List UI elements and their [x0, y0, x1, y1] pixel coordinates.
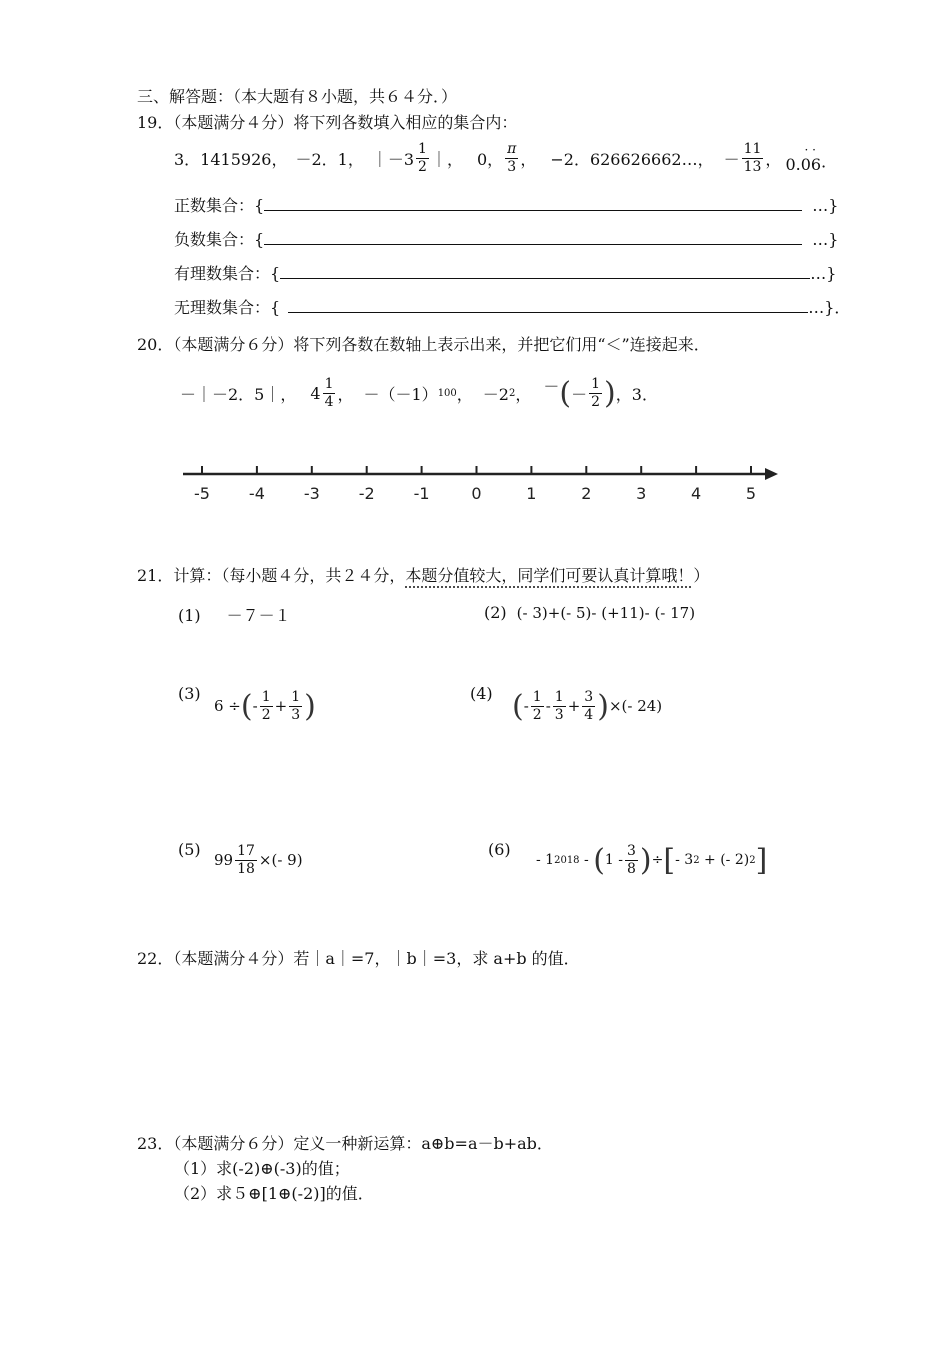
q19-n4: 0， [476, 149, 504, 169]
q20-a5-sep: ，3． [615, 384, 658, 404]
number-line [175, 458, 785, 510]
q19-n2: －2．1， [295, 149, 364, 169]
set-irrational: 无理数集合：{ …}． [174, 298, 851, 317]
q21-p4: (4) [470, 684, 493, 703]
q21-p1: (1) －７－１ [178, 606, 291, 625]
number-line-tick-label: 4 [691, 484, 702, 503]
q20-a2-fraction: $\frac{1}{4}$ [324, 375, 334, 410]
q19-n3-open: ｜－3 [371, 149, 415, 169]
q21-p4-expr: ( - $\frac{1}{2}$ - $\frac{1}{3}$ + $\frac{3}{4}$ ) ×(- 24) [512, 688, 663, 724]
right-paren: ) [604, 375, 616, 411]
left-paren: ( [559, 375, 572, 411]
arrow-icon [765, 468, 778, 480]
q23-heading: 23．（本题满分６分）定义一种新运算：a⊕b=a－b+ab． [137, 1134, 553, 1153]
q20-a4: －2 [482, 384, 509, 404]
q21-p6: (6) [488, 840, 511, 859]
q19-n8-end: ． [821, 151, 838, 171]
q21-emphasis: 本题分值较大，同学们可要认真计算哦！ [405, 566, 694, 585]
number-line-tick-label: 5 [745, 484, 757, 503]
number-line-tick-label: 1 [526, 484, 537, 503]
q21-p5-expr: 99 $\frac{17}{18}$ ×(- 9) [214, 842, 303, 877]
q23-sub2: （2）求５⊕[1⊕(-2)]的值． [174, 1184, 374, 1203]
number-line-tick-label: 2 [581, 484, 592, 503]
q21-heading: 21．计算：（每小题４分，共２４分，本题分值较大，同学们可要认真计算哦！） [137, 566, 710, 585]
left-paren: ( [512, 688, 524, 724]
q20-a3: －（－1） [363, 384, 438, 404]
set-positive: 正数集合：{ …} [174, 196, 839, 215]
number-line-tick-label: -3 [303, 484, 320, 503]
left-bracket: [ [663, 842, 676, 878]
q20-a3-sep: ， [456, 384, 473, 404]
q19-n7-sign: － [723, 149, 740, 169]
q20-a4-exp: 2 [508, 387, 516, 399]
q21-p5: (5) [178, 840, 201, 859]
q19-n3-fraction: $\frac{1}{2}$ [418, 140, 427, 175]
q20-number-list [180, 368, 658, 418]
q19-n8-repeating-decimal: 0.06 · · [785, 142, 822, 174]
number-line-tick-label: 3 [636, 484, 647, 503]
answer-blank[interactable] [280, 264, 810, 279]
left-paren: ( [240, 688, 253, 724]
q19-n3-close: ｜， [430, 149, 463, 169]
answer-blank[interactable] [288, 298, 808, 313]
q20-a4-sep: ， [515, 384, 532, 404]
q20-a2-int: 4 [310, 383, 321, 403]
q19-n7-fraction: $\frac{11}{13}$ [743, 140, 762, 175]
q20-a5-inner-sign: － [571, 384, 588, 404]
section-title: 三、解答题：（本大题有８小题，共６４分．） [137, 87, 458, 106]
q20-a2-sep: ， [337, 384, 354, 404]
set-rational: 有理数集合：{ …} [174, 264, 837, 283]
q21-p3: (3) [178, 684, 201, 703]
set-negative: 负数集合：{ …} [174, 230, 839, 249]
q19-n5-fraction: $\frac{\pi}{3}$ [507, 140, 517, 175]
q21-p6-expr: - 1 2018 - ( 1 - $\frac{3}{8}$ ) ÷ [ - 3 2 + (- 2) 2 ] [536, 842, 768, 878]
number-line-tick-label: 0 [471, 484, 482, 503]
answer-blank[interactable] [264, 196, 802, 211]
q19-n1: 3．1415926， [174, 149, 288, 169]
number-line-tick-label: -1 [413, 484, 430, 503]
q19-number-list [174, 138, 837, 178]
q21-p2: (2) (- 3)+(- 5)- (+11)- (- 17) [484, 603, 696, 622]
q19-n5-sep: ， [520, 149, 537, 169]
number-line-tick-label: -4 [248, 484, 265, 503]
right-paren: ) [639, 842, 652, 878]
q22-heading: 22．（本题满分４分）若｜a｜=7，｜b｜=3，求 a+b 的值． [137, 949, 580, 968]
q20-a3-exp: 100 [437, 387, 457, 399]
q19-n6: −2．626626662…， [550, 149, 714, 169]
right-bracket: ] [755, 842, 768, 878]
right-paren: ) [304, 688, 316, 724]
q21-p3-expr: 6 ÷ ( - $\frac{1}{2}$ + $\frac{1}{3}$ ) [214, 688, 316, 724]
q20-a5-fraction: $\frac{1}{2}$ [591, 375, 601, 410]
q20-a5-sign: － [543, 376, 560, 396]
q19-n7-sep: ， [765, 149, 782, 169]
number-line-tick-label: -2 [358, 484, 375, 503]
answer-blank[interactable] [264, 230, 802, 245]
right-paren: ) [597, 688, 609, 724]
q19-heading: 19．（本题满分４分）将下列各数填入相应的集合内： [137, 113, 518, 132]
q20-heading: 20．（本题满分６分）将下列各数在数轴上表示出来，并把它们用“＜”连接起来． [137, 335, 710, 354]
q23-sub1: （1）求(-2)⊕(-3)的值； [174, 1159, 350, 1178]
number-line-tick-label: -5 [194, 484, 210, 503]
left-paren: ( [593, 842, 605, 878]
q20-a1: －｜－2．5｜， [180, 384, 297, 404]
